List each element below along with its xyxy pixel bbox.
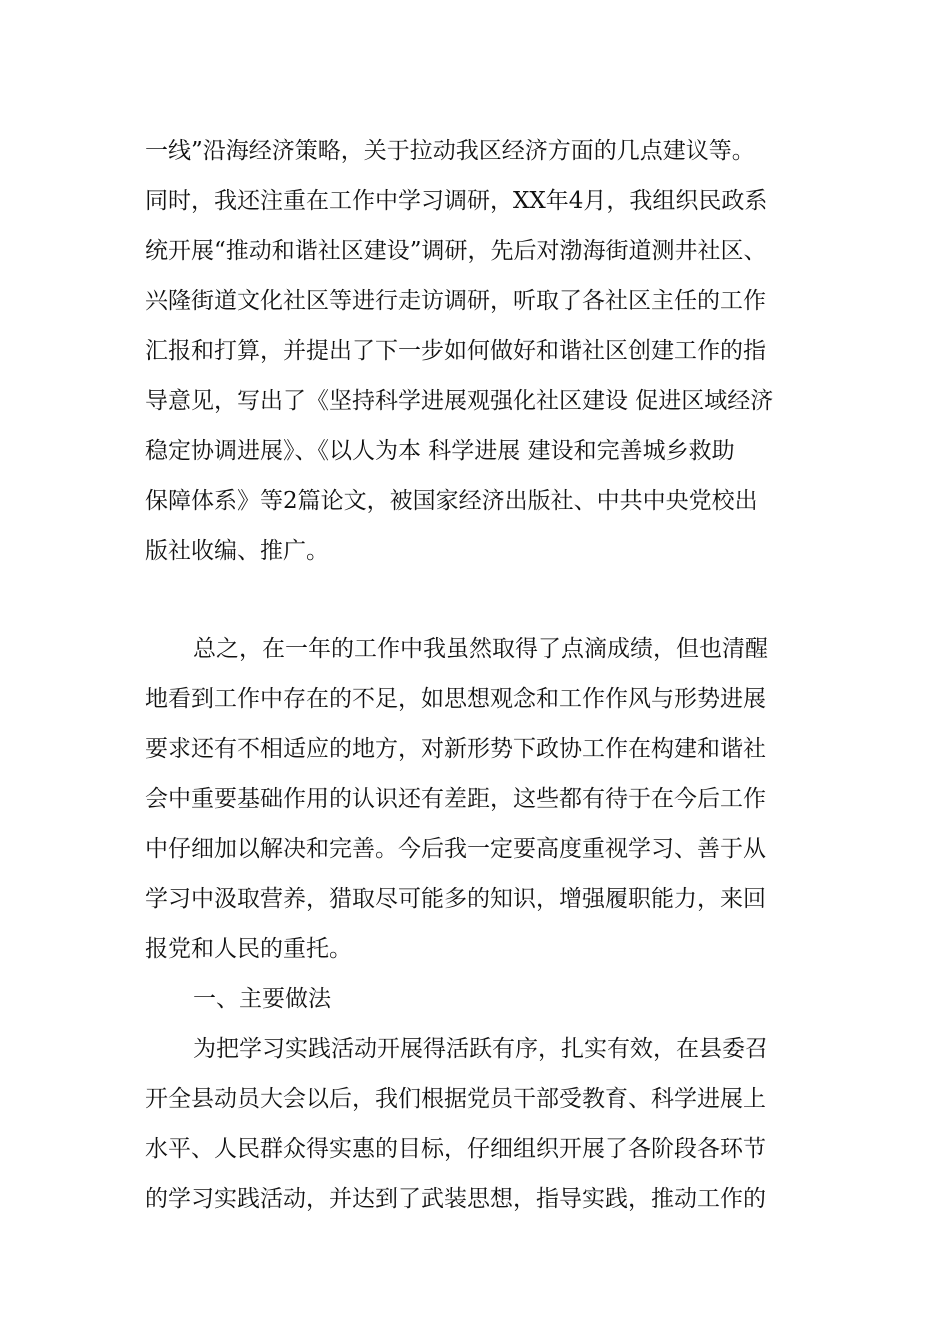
text-line: 一线”沿海经济策略，关于拉动我区经济方面的几点建议等。 [145, 138, 755, 164]
text-line: 导意见，写出了《坚持科学进展观强化社区建设 促进区域经济 [145, 388, 774, 414]
text-line: 同时，我还注重在工作中学习调研，XX年4月，我组织民政系 [145, 188, 768, 214]
text-line: 地看到工作中存在的不足，如思想观念和工作作风与形势进展 [145, 686, 766, 712]
text-line: 报党和人民的重托。 [145, 936, 352, 962]
text-line: 中仔细加以解决和完善。今后我一定要高度重视学习、善于从 [145, 836, 766, 862]
text-line: 的学习实践活动，并达到了武装思想，指导实践，推动工作的 [145, 1186, 766, 1212]
text-line: 水平、人民群众得实惠的目标，仔细组织开展了各阶段各环节 [145, 1136, 766, 1162]
text-line: 版社收编、推广。 [145, 538, 329, 564]
text-line: 总之，在一年的工作中我虽然取得了点滴成绩，但也清醒 [193, 636, 768, 662]
text-line: 要求还有不相适应的地方，对新形势下政协工作在构建和谐社 [145, 736, 766, 762]
text-line: 开全县动员大会以后，我们根据党员干部受教育、科学进展上 [145, 1086, 766, 1112]
text-line: 兴隆街道文化社区等进行走访调研，听取了各社区主任的工作 [145, 288, 766, 314]
section-heading: 一、主要做法 [193, 986, 331, 1012]
text-line: 学习中汲取营养，猎取尽可能多的知识，增强履职能力，来回 [145, 886, 766, 912]
text-line: 会中重要基础作用的认识还有差距，这些都有待于在今后工作 [145, 786, 766, 812]
text-line: 统开展“推动和谐社区建设”调研，先后对渤海街道测井社区、 [145, 238, 767, 264]
text-line: 保障体系》等2篇论文，被国家经济出版社、中共中央党校出 [145, 488, 758, 514]
text-line: 汇报和打算，并提出了下一步如何做好和谐社区创建工作的指 [145, 338, 766, 364]
text-line: 稳定协调进展》、《以人为本 科学进展 建设和完善城乡救助 [145, 438, 735, 464]
text-line: 为把学习实践活动开展得活跃有序，扎实有效，在县委召 [193, 1036, 768, 1062]
